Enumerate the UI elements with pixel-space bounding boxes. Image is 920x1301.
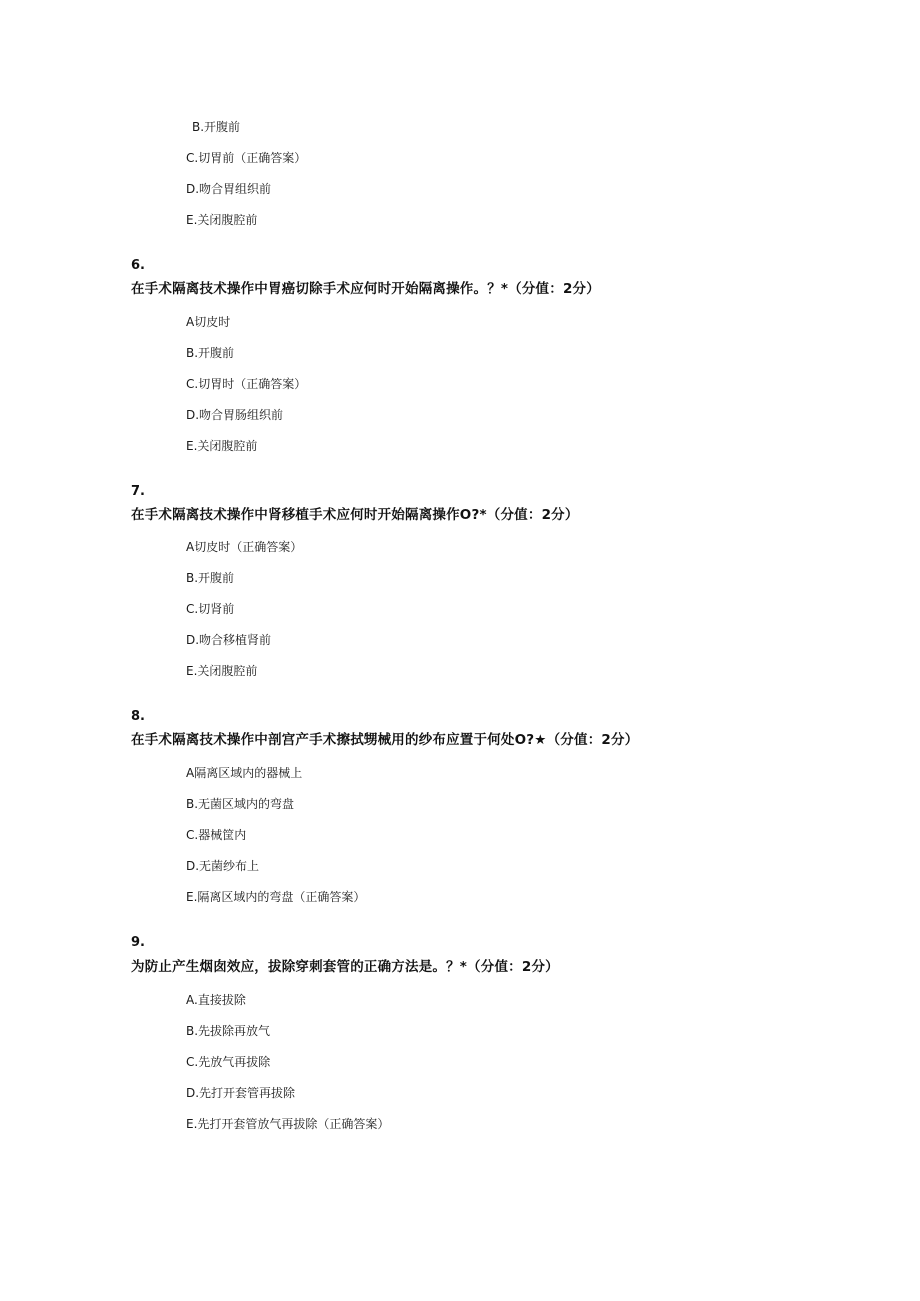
question-9-option-b: B.先拔除再放气: [186, 1024, 271, 1038]
prev-option-e: E.关闭腹腔前: [186, 213, 258, 227]
question-7-option-b: B.开腹前: [186, 571, 235, 585]
question-7-number: 7.: [131, 484, 145, 499]
question-7-text: 在手术隔离技术操作中肾移植手术应何时开始隔离操作O?*（分值：2分）: [131, 507, 579, 523]
question-7-option-a: A切皮时（正确答案）: [186, 540, 303, 554]
question-6-option-c: C.切胃时（正确答案）: [186, 377, 307, 391]
question-9-option-d: D.先打开套管再拔除: [186, 1086, 296, 1100]
question-8-option-c: C.器械筐内: [186, 828, 247, 842]
question-8-option-d: D.无菌纱布上: [186, 859, 260, 873]
question-8-option-b: B.无菌区域内的弯盘: [186, 797, 295, 811]
question-8-number: 8.: [131, 709, 145, 724]
question-8-option-a: A隔离区域内的器械上: [186, 766, 303, 780]
prev-option-c: C.切胃前（正确答案）: [186, 151, 307, 165]
question-8-option-e: E.隔离区域内的弯盘（正确答案）: [186, 890, 366, 904]
question-7-option-c: C.切肾前: [186, 602, 235, 616]
question-6-number: 6.: [131, 258, 145, 273]
prev-option-b: B.开腹前: [192, 120, 241, 134]
question-6-option-e: E.关闭腹腔前: [186, 439, 258, 453]
question-9-option-a: A.直接拔除: [186, 993, 246, 1007]
question-6-option-d: D.吻合胃肠组织前: [186, 408, 284, 422]
question-7-option-d: D.吻合移植肾前: [186, 633, 272, 647]
question-7-option-e: E.关闭腹腔前: [186, 664, 258, 678]
question-9-option-c: C.先放气再拔除: [186, 1055, 271, 1069]
question-8-text: 在手术隔离技术操作中剖宫产手术擦拭甥械用的纱布应置于何处O?★（分值：2分）: [131, 732, 639, 748]
prev-option-d: D.吻合胃组织前: [186, 182, 272, 196]
question-6-option-b: B.开腹前: [186, 346, 235, 360]
question-9-text: 为防止产生烟囱效应，拔除穿刺套管的正确方法是。？*（分值：2分）: [131, 959, 559, 975]
question-6-text: 在手术隔离技术操作中胃癌切除手术应何时开始隔离操作。？*（分值：2分）: [131, 281, 600, 297]
question-9-number: 9.: [131, 935, 145, 950]
question-6-option-a: A切皮时: [186, 315, 231, 329]
question-9-option-e: E.先打开套管放气再拔除（正确答案）: [186, 1117, 390, 1131]
